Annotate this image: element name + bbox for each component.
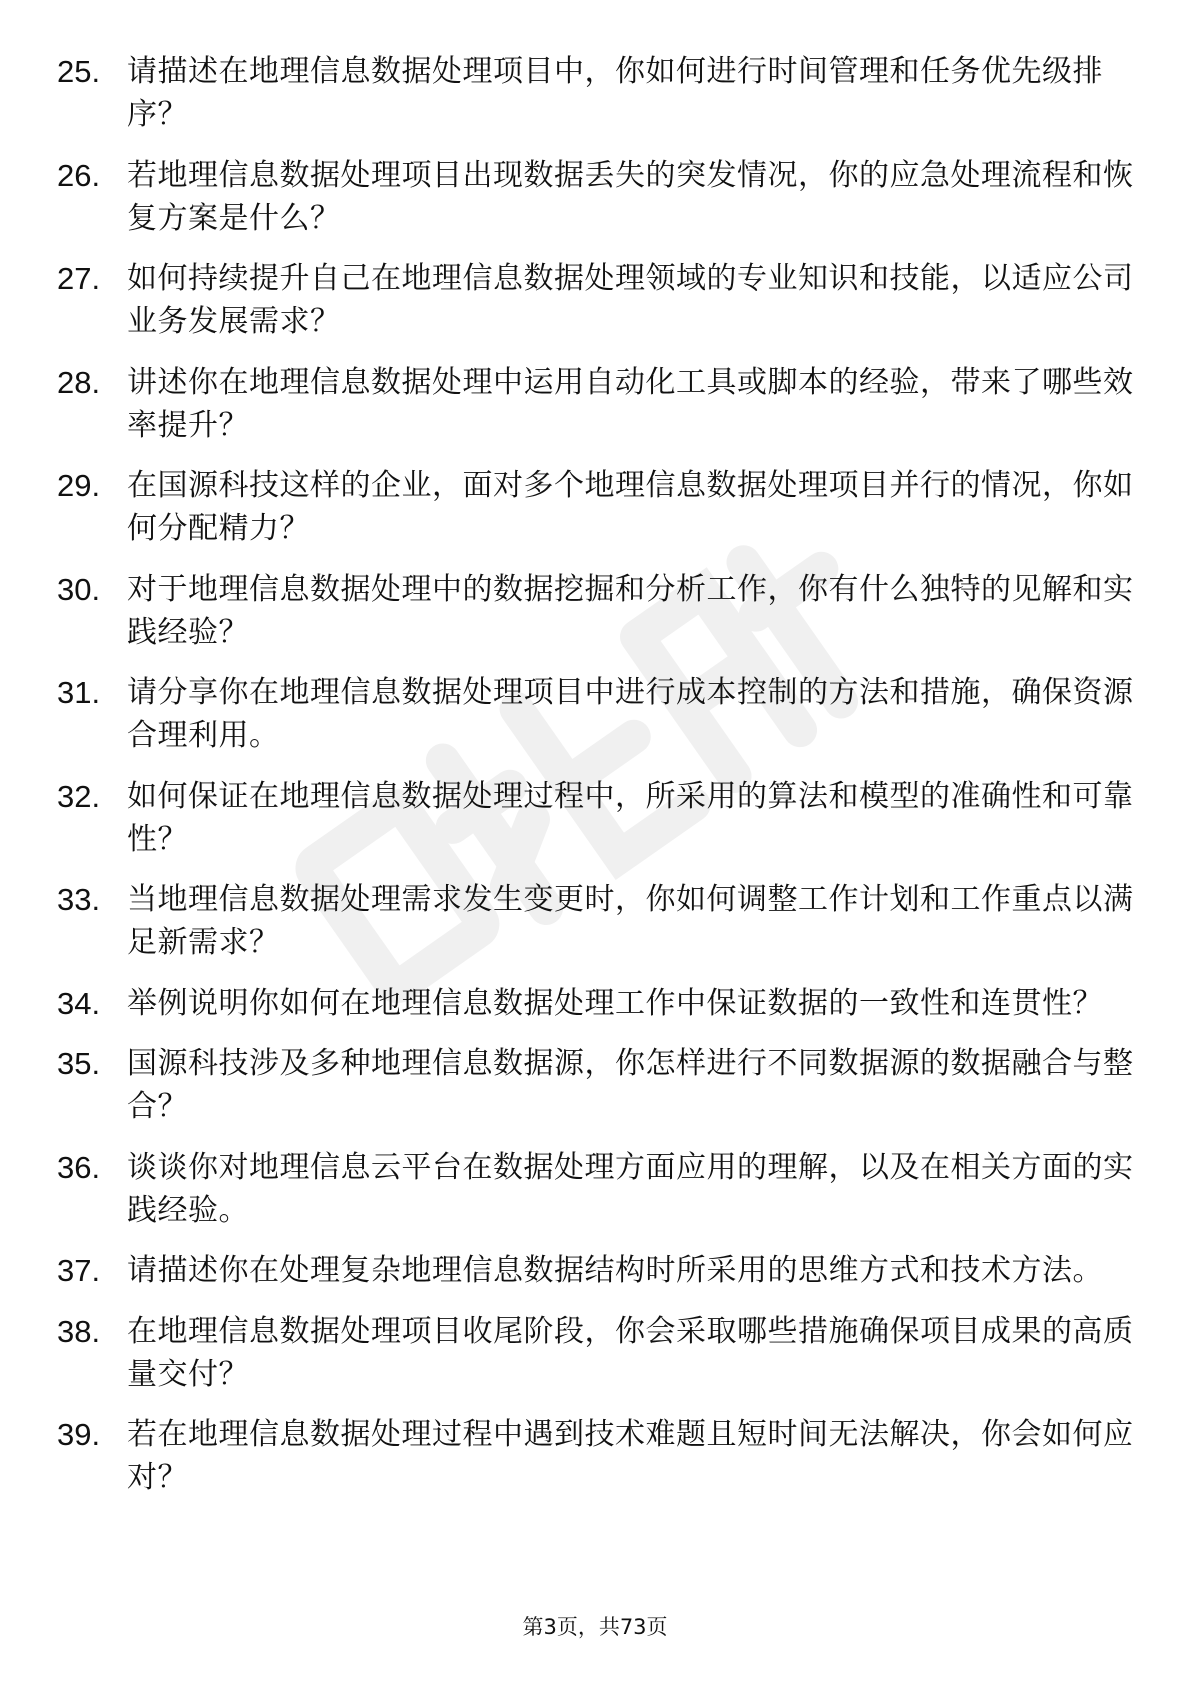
question-item: [57, 1146, 1137, 1232]
page-number-label: 第3页，共73页: [522, 1615, 668, 1639]
question-item: [57, 1249, 1137, 1292]
question-number: 27.: [57, 261, 101, 296]
question-item: [57, 257, 1137, 343]
question-number: 37.: [57, 1253, 101, 1288]
question-number: 25.: [57, 54, 101, 89]
question-text: 谈谈你对地理信息云平台在数据处理方面应用的理解，以及在相关方面的实践经验。: [127, 1149, 1134, 1228]
question-text: 当地理信息数据处理需求发生变更时，你如何调整工作计划和工作重点以满足新需求？: [127, 882, 1134, 960]
question-item: [57, 671, 1137, 757]
question-text: 讲述你在地理信息数据处理中运用自动化工具或脚本的经验，带来了哪些效率提升？: [127, 364, 1134, 443]
question-number: 32.: [57, 778, 101, 814]
question-number: 39.: [57, 1417, 101, 1452]
question-item: [57, 464, 1137, 550]
question-text: 在国源科技这样的企业，面对多个地理信息数据处理项目并行的情况，你如何分配精力？: [127, 468, 1134, 546]
question-number: 31.: [57, 675, 101, 710]
question-text: 请描述在地理信息数据处理项目中，你如何进行时间管理和任务优先级排序？: [127, 54, 1103, 132]
question-item: [57, 775, 1137, 861]
question-text: 在地理信息数据处理项目收尾阶段，你会采取哪些措施确保项目成果的高质量交付？: [127, 1313, 1134, 1392]
question-item: [57, 1042, 1137, 1128]
question-text: 若地理信息数据处理项目出现数据丢失的突发情况，你的应急处理流程和恢复方案是什么？: [127, 157, 1134, 236]
question-text: 如何保证在地理信息数据处理过程中，所采用的算法和模型的准确性和可靠性？: [127, 778, 1134, 857]
question-number: 34.: [57, 985, 101, 1021]
question-text: 若在地理信息数据处理过程中遇到技术难题且短时间无法解决，你会如何应对？: [127, 1417, 1134, 1495]
question-item: [57, 568, 1137, 654]
question-text: 如何持续提升自己在地理信息数据处理领域的专业知识和技能，以适应公司业务发展需求？: [127, 261, 1134, 339]
page-footer: [0, 1612, 1190, 1642]
question-number: 38.: [57, 1313, 101, 1349]
question-text: 国源科技涉及多种地理信息数据源，你怎样进行不同数据源的数据融合与整合？: [127, 1046, 1134, 1124]
question-item: [57, 154, 1137, 240]
question-text: 举例说明你如何在地理信息数据处理工作中保证数据的一致性和连贯性？: [127, 985, 1103, 1021]
question-number: 28.: [57, 364, 101, 400]
question-number: 33.: [57, 882, 101, 917]
question-number: 30.: [57, 571, 101, 607]
question-number: 29.: [57, 468, 101, 503]
question-item: [57, 982, 1137, 1025]
question-item: [57, 1413, 1137, 1499]
question-list: [57, 50, 1137, 1517]
question-text: 请分享你在地理信息数据处理项目中进行成本控制的方法和措施，确保资源合理利用。: [127, 675, 1134, 753]
question-number: 26.: [57, 157, 101, 193]
question-item: [57, 50, 1137, 136]
question-item: [57, 878, 1137, 964]
question-number: 35.: [57, 1046, 101, 1081]
question-text: 请描述你在处理复杂地理信息数据结构时所采用的思维方式和技术方法。: [127, 1253, 1103, 1288]
question-number: 36.: [57, 1149, 101, 1185]
question-text: 对于地理信息数据处理中的数据挖掘和分析工作，你有什么独特的见解和实践经验？: [127, 571, 1134, 650]
question-item: [57, 361, 1137, 447]
question-item: [57, 1310, 1137, 1396]
